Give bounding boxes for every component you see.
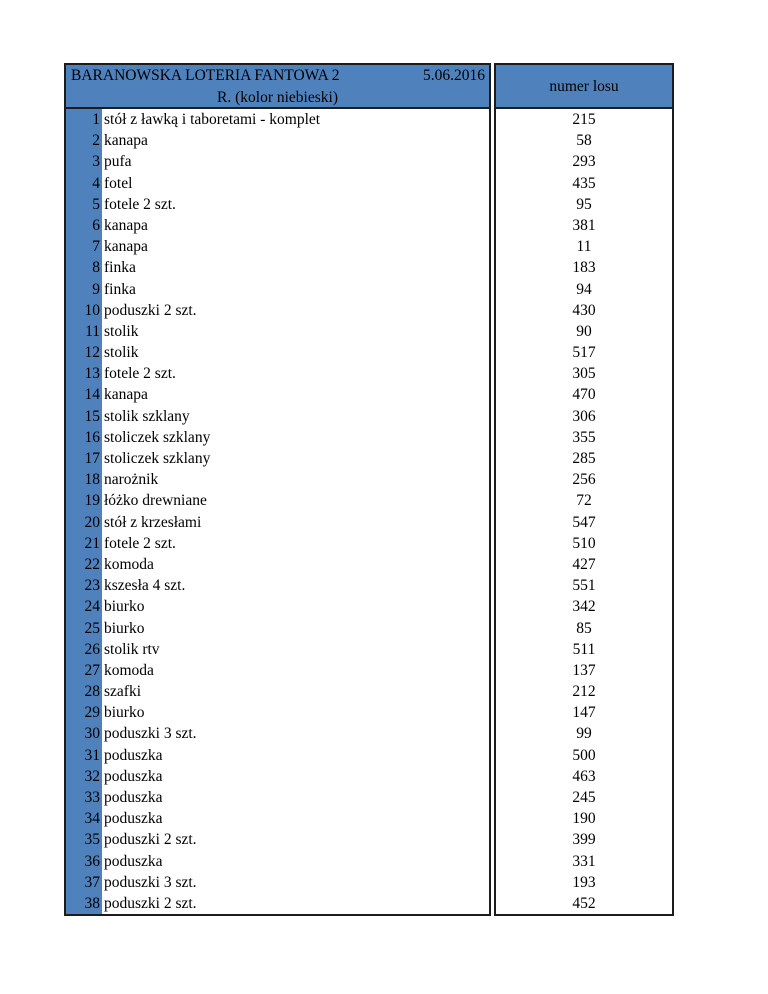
prize-name: stolik rtv xyxy=(104,640,160,658)
row-index: 19 xyxy=(66,490,102,511)
prize-name: biurko xyxy=(104,704,145,722)
table-body xyxy=(64,109,674,916)
ticket-number: 215 xyxy=(572,111,596,128)
prize-name: stolik szklany xyxy=(104,407,190,425)
prize-name: stół z ławką i taboretami - komplet xyxy=(104,111,321,128)
table-row xyxy=(66,384,489,405)
table-row xyxy=(66,702,489,723)
prize-name: poduszka xyxy=(104,852,163,870)
lottery-title: BARANOWSKA LOTERIA FANTOWA 2 xyxy=(71,67,340,84)
table-row xyxy=(66,829,489,850)
prize-name: pufa xyxy=(104,153,132,171)
ticket-number: 331 xyxy=(572,852,596,870)
prize-name: fotele 2 szt. xyxy=(104,534,176,552)
ticket-number: 212 xyxy=(572,683,596,701)
header-title-cell xyxy=(64,63,491,109)
row-index: 38 xyxy=(66,893,102,914)
prize-name: poduszki 2 szt. xyxy=(104,301,197,319)
table-row xyxy=(66,279,489,300)
ticket-number: 551 xyxy=(572,577,596,595)
row-index: 25 xyxy=(66,618,102,639)
row-index: 21 xyxy=(66,533,102,554)
table-row xyxy=(66,575,489,596)
table-row xyxy=(66,406,489,427)
ticket-number: 381 xyxy=(572,216,596,234)
prize-name: stół z krzesłami xyxy=(104,513,202,531)
prize-name: kanapa xyxy=(104,216,148,234)
ticket-number: 95 xyxy=(576,195,592,213)
ticket-number: 510 xyxy=(572,534,596,552)
row-index: 2 xyxy=(66,130,102,151)
row-index: 33 xyxy=(66,787,102,808)
table-row xyxy=(66,194,489,215)
header-number-cell xyxy=(494,63,674,109)
ticket-number: 452 xyxy=(572,894,596,912)
table-row xyxy=(66,321,489,342)
ticket-number: 183 xyxy=(572,259,596,277)
prize-name: stolik xyxy=(104,322,139,340)
row-index: 16 xyxy=(66,427,102,448)
table-row xyxy=(66,660,489,681)
prize-name: finka xyxy=(104,280,136,298)
ticket-number: 547 xyxy=(572,513,596,531)
prize-name: poduszki 3 szt. xyxy=(104,725,197,743)
row-index: 14 xyxy=(66,384,102,405)
prize-name: finka xyxy=(104,259,136,277)
prize-name: stoliczek szklany xyxy=(104,428,211,446)
row-index: 7 xyxy=(66,236,102,257)
table-row xyxy=(66,342,489,363)
table-row xyxy=(66,236,489,257)
lottery-sheet xyxy=(64,63,674,916)
prize-name: łóżko drewniane xyxy=(104,492,207,510)
table-row xyxy=(66,427,489,448)
ticket-number: 285 xyxy=(572,450,596,467)
row-index: 22 xyxy=(66,554,102,575)
prize-list xyxy=(64,109,491,916)
ticket-number: 147 xyxy=(572,704,596,722)
ticket-number: 355 xyxy=(572,428,596,446)
ticket-number: 435 xyxy=(572,174,596,192)
ticket-number: 427 xyxy=(572,555,596,573)
table-row xyxy=(66,469,489,490)
row-index: 1 xyxy=(66,109,102,130)
ticket-number: 306 xyxy=(572,407,596,425)
ticket-number: 90 xyxy=(576,322,592,340)
prize-name: poduszka xyxy=(104,767,163,785)
row-index: 29 xyxy=(66,702,102,723)
table-header xyxy=(64,63,674,109)
row-index: 26 xyxy=(66,639,102,660)
table-row xyxy=(66,490,489,511)
row-index: 17 xyxy=(66,448,102,469)
ticket-number: 517 xyxy=(572,344,596,362)
prize-name: kanapa xyxy=(104,238,148,256)
ticket-number: 11 xyxy=(576,238,592,256)
table-row xyxy=(66,872,489,893)
table-row xyxy=(66,766,489,787)
ticket-number: 470 xyxy=(572,386,596,404)
row-index: 6 xyxy=(66,215,102,236)
table-row xyxy=(66,448,489,469)
table-row xyxy=(66,723,489,744)
column-number-label: numer losu xyxy=(549,78,619,95)
table-row xyxy=(66,554,489,575)
table-row xyxy=(66,363,489,384)
row-index: 30 xyxy=(66,723,102,744)
table-row xyxy=(66,151,489,172)
table-row xyxy=(66,851,489,872)
row-index: 28 xyxy=(66,681,102,702)
prize-name: komoda xyxy=(104,661,154,679)
ticket-number: 245 xyxy=(572,789,596,806)
prize-name: fotele 2 szt. xyxy=(104,195,176,213)
prize-name: poduszki 2 szt. xyxy=(104,894,197,912)
table-row xyxy=(66,512,489,533)
table-row xyxy=(66,639,489,660)
row-index: 35 xyxy=(66,829,102,850)
ticket-number: 463 xyxy=(572,767,596,785)
table-row xyxy=(66,130,489,151)
row-index: 4 xyxy=(66,173,102,194)
prize-name: stoliczek szklany xyxy=(104,450,211,467)
ticket-number: 94 xyxy=(576,280,592,298)
ticket-number: 99 xyxy=(576,725,592,743)
row-index: 15 xyxy=(66,406,102,427)
lottery-date: 5.06.2016 xyxy=(423,67,485,84)
table-row xyxy=(66,787,489,808)
row-index: 18 xyxy=(66,469,102,490)
prize-name: narożnik xyxy=(104,471,159,489)
prize-name: fotele 2 szt. xyxy=(104,365,176,383)
table-row xyxy=(66,257,489,278)
prize-name: kanapa xyxy=(104,386,148,404)
prize-name: poduszki 3 szt. xyxy=(104,873,197,891)
prize-name: poduszka xyxy=(104,789,163,806)
row-index: 13 xyxy=(66,363,102,384)
prize-name: stolik xyxy=(104,344,139,362)
row-index: 31 xyxy=(66,745,102,766)
row-index: 10 xyxy=(66,300,102,321)
row-index: 11 xyxy=(66,321,102,342)
table-row xyxy=(66,618,489,639)
row-index: 9 xyxy=(66,279,102,300)
row-index: 34 xyxy=(66,808,102,829)
table-row xyxy=(66,681,489,702)
ticket-number: 511 xyxy=(572,640,596,658)
row-index: 3 xyxy=(66,151,102,172)
row-index: 20 xyxy=(66,512,102,533)
row-index: 32 xyxy=(66,766,102,787)
ticket-number: 85 xyxy=(576,619,592,637)
prize-name: poduszki 2 szt. xyxy=(104,831,197,849)
row-index: 8 xyxy=(66,257,102,278)
table-row xyxy=(66,533,489,554)
row-index: 37 xyxy=(66,872,102,893)
table-row xyxy=(66,893,489,914)
ticket-number: 72 xyxy=(576,492,592,510)
prize-name: fotel xyxy=(104,174,133,192)
row-index: 12 xyxy=(66,342,102,363)
row-index: 27 xyxy=(66,660,102,681)
prize-name: poduszka xyxy=(104,746,163,764)
ticket-number: 342 xyxy=(572,598,596,616)
ticket-number: 500 xyxy=(572,746,596,764)
ticket-number: 137 xyxy=(572,661,596,679)
table-row xyxy=(66,808,489,829)
ticket-number-list xyxy=(494,109,674,916)
table-row xyxy=(66,215,489,236)
prize-name: biurko xyxy=(104,619,145,637)
ticket-number: 190 xyxy=(572,810,596,828)
ticket-number: 305 xyxy=(572,365,596,383)
prize-name: biurko xyxy=(104,598,145,616)
table-row xyxy=(66,596,489,617)
table-row xyxy=(66,300,489,321)
ticket-number: 256 xyxy=(572,471,596,489)
ticket-number: 430 xyxy=(572,301,596,319)
ticket-number: 293 xyxy=(572,153,596,171)
ticket-number: 58 xyxy=(576,132,592,150)
row-index: 36 xyxy=(66,851,102,872)
ticket-number: 399 xyxy=(572,831,596,849)
prize-name: szafki xyxy=(104,683,142,701)
prize-name: kszesła 4 szt. xyxy=(104,577,186,595)
row-index: 5 xyxy=(66,194,102,215)
table-row xyxy=(66,109,489,130)
table-row xyxy=(66,745,489,766)
prize-name: poduszka xyxy=(104,810,163,828)
row-index: 24 xyxy=(66,596,102,617)
prize-name: komoda xyxy=(104,555,154,573)
table-row xyxy=(66,173,489,194)
ticket-number: 193 xyxy=(572,873,596,891)
lottery-subtitle: R. (kolor niebieski) xyxy=(217,89,338,106)
prize-name: kanapa xyxy=(104,132,148,150)
row-index: 23 xyxy=(66,575,102,596)
